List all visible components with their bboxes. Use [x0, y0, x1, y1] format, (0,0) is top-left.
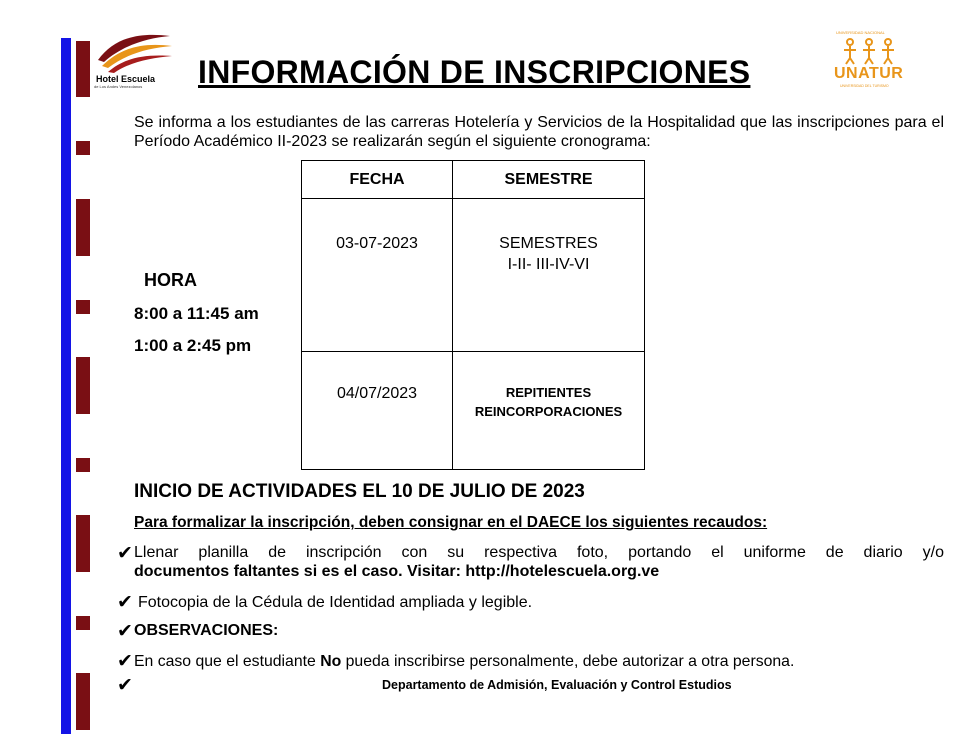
semestre-value [453, 233, 644, 275]
side-mark [76, 515, 90, 572]
semestre-line-1: REPITIENTES [505, 385, 592, 400]
fecha-cell [302, 352, 453, 470]
side-mark [76, 357, 90, 414]
checkmark-icon: ✔ [117, 675, 133, 696]
hora-afternoon: 1:00 a 2:45 pm [134, 336, 252, 355]
header-semestre: SEMESTRE [453, 161, 645, 199]
observaciones-label: OBSERVACIONES: [134, 622, 279, 639]
fecha-cell [302, 199, 453, 352]
table-row [302, 199, 645, 352]
unatur-name: UNATUR [834, 65, 904, 82]
header-fecha: FECHA [302, 161, 453, 199]
schedule-table [301, 160, 645, 470]
logo-subtitle-text: de Los Andes Venezolanos [94, 84, 143, 89]
hora-morning: 8:00 a 11:45 am [134, 304, 259, 323]
side-mark [76, 616, 90, 630]
checkmark-icon: ✔ [117, 651, 133, 672]
table-row [302, 352, 645, 470]
people-figures-icon [838, 36, 900, 66]
table-header-row [302, 161, 645, 199]
semestre-cell [453, 199, 645, 352]
caso-text-bold: No [320, 653, 342, 670]
inicio-actividades: INICIO DE ACTIVIDADES EL 10 DE JULIO DE 2023 [134, 481, 585, 502]
list-item-planilla [134, 543, 944, 581]
side-mark [76, 458, 90, 472]
checkmark-icon: ✔ [117, 543, 133, 564]
caso-text-post: pueda inscribirse personalmente, debe autorizar a otra persona. [341, 653, 795, 670]
hora-label: HORA [144, 270, 197, 290]
semestre-cell [453, 352, 645, 470]
list-item-caso [134, 652, 794, 671]
unatur-logo [832, 30, 906, 92]
department-signature: Departamento de Admisión, Evaluación y Control Estudios [382, 678, 732, 692]
formalizar-heading: Para formalizar la inscripción, deben consignar en el DAECE los siguientes recaudos: [134, 514, 768, 531]
intro-paragraph: Se informa a los estudiantes de las carreras Hotelería y Servicios de la Hospitalidad que las inscripciones para el Período Académico II-2023 se realizarán según el siguiente cronograma: [134, 114, 944, 150]
fecha-value: 04/07/2023 [336, 385, 418, 402]
unatur-top-text: UNIVERSIDAD NACIONAL [836, 30, 885, 35]
fecha-value: 03-07-2023 [336, 235, 418, 252]
logo-brand-text: Hotel Escuela [96, 74, 156, 84]
side-mark [76, 673, 90, 730]
side-mark [76, 199, 90, 256]
checkmark-icon: ✔ [117, 592, 133, 613]
hotel-escuela-logo [92, 30, 178, 90]
side-mark [76, 141, 90, 155]
side-mark [76, 300, 90, 314]
planilla-line-2: documentos faltantes si es el caso. Visitar: http://hotelescuela.org.ve [134, 563, 660, 580]
unatur-bottom-text: UNIVERSIDAD DEL TURISMO [840, 84, 889, 88]
left-blue-bar [61, 38, 71, 734]
semestre-line-2: REINCORPORACIONES [474, 404, 623, 419]
semestre-line-1: SEMESTRES [499, 235, 598, 252]
planilla-line-1: Llenar planilla de inscripción con su respectiva foto, portando el uniforme de diario y/o [134, 544, 944, 561]
side-mark [76, 41, 90, 97]
page-title: INFORMACIÓN DE INSCRIPCIONES [198, 54, 751, 90]
wave-logo-icon [92, 30, 178, 74]
list-item-fotocopia: Fotocopia de la Cédula de Identidad ampliada y legible. [138, 594, 533, 611]
semestre-value [453, 383, 644, 421]
semestre-line-2: I-II- III-IV-VI [507, 256, 590, 273]
caso-text-pre: En caso que el estudiante [134, 653, 321, 670]
checkmark-icon: ✔ [117, 621, 133, 642]
